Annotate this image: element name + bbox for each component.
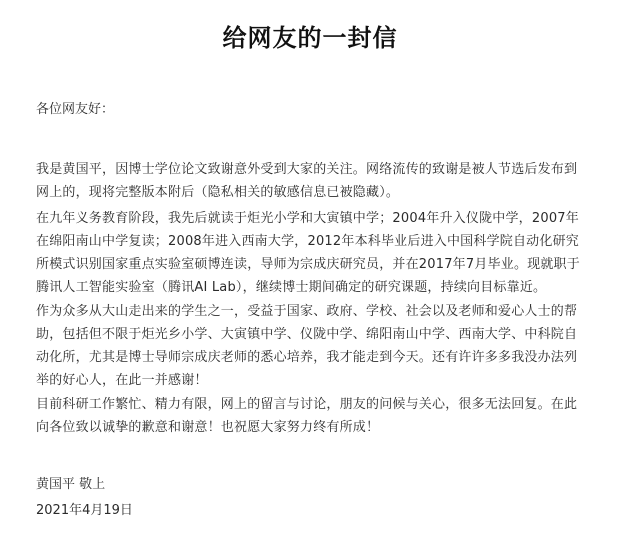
letter-paragraph-gratitude: 作为众多从大山走出来的学生之一，受益于国家、政府、学校、社会以及老师和爱心人士的帮助，包括但不限于炬光乡小学、大寅镇中学、仪陇中学、绵阳南山中学、西南大学、中科院自动化所，尤其是博士导师宗成庆老师的悉心培养，我才能走到今天。还有许许多多我没办法列举的好心人，在此一并感谢！ xyxy=(36,304,578,388)
letter-signature: 黄国平 敬上 xyxy=(36,477,106,492)
letter-paragraph-apology: 目前科研工作繁忙、精力有限，网上的留言与讨论，朋友的问候与关心，很多无法回复。在此向各位致以诚挚的歉意和谢意！也祝愿大家努力终有所成！ xyxy=(36,397,578,435)
letter-paragraph-education: 在九年义务教育阶段，我先后就读于炬光小学和大寅镇中学；2004年升入仪陇中学，2007年在绵阳南山中学复读；2008年进入西南大学，2012年本科毕业后进入中国科学院自动化研究所模式识别国家重点实验室硕博连读，导师为宗成庆研究员，并在2017年7月毕业。现就职于腾讯人工智能实验室（腾讯AI Lab），继续博士期间确定的研究课题，持续向目标靠近。 xyxy=(36,211,580,295)
letter-title: 给网友的一封信 xyxy=(222,24,398,52)
letter-paragraph-intro: 我是黄国平，因博士学位论文致谢意外受到大家的关注。网络流传的致谢是被人节选后发布到网上的，现将完整版本附后（隐私相关的敏感信息已被隐藏）。 xyxy=(36,162,578,200)
letter-date: 2021年4月19日 xyxy=(36,503,133,518)
letter-salutation: 各位网友好： xyxy=(36,102,115,117)
